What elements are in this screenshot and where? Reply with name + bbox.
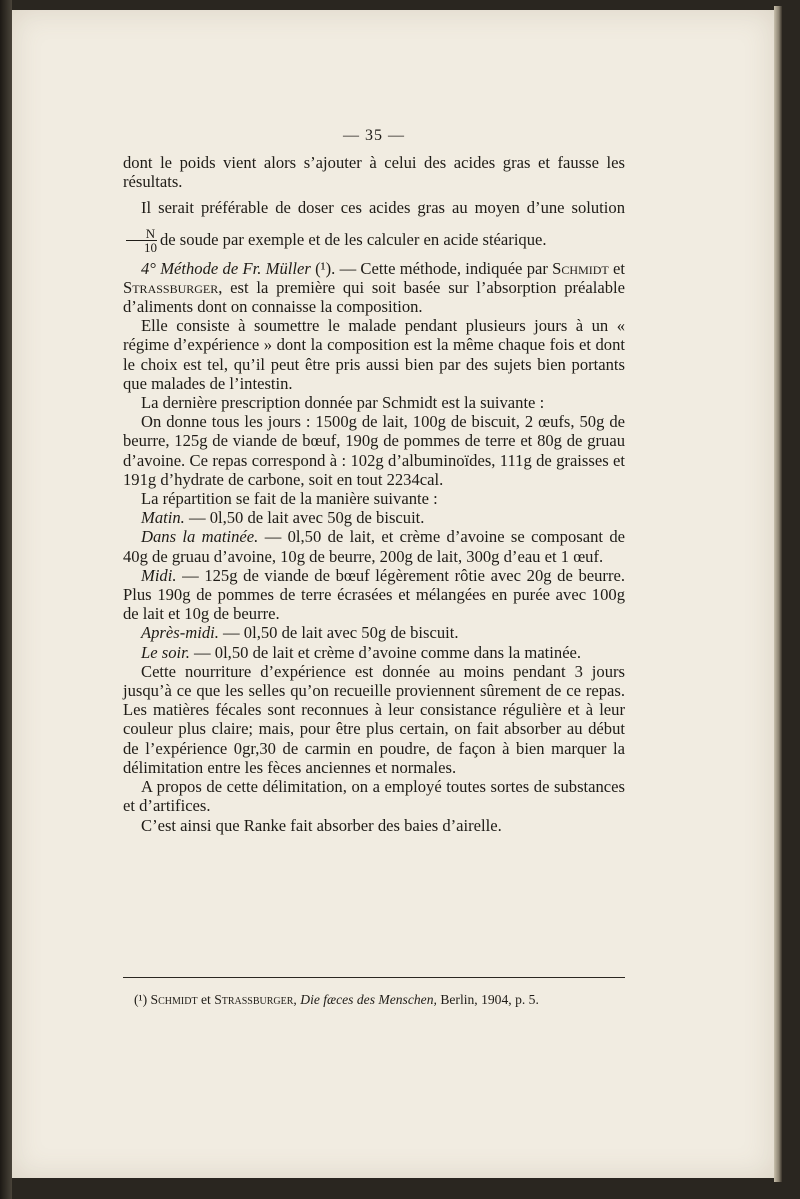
meal-apres-midi	[123, 623, 625, 642]
meal-apres-text: — 0l,50 de lait avec 50g de biscuit.	[223, 623, 459, 643]
meal-midi-text: — 125g de viande de bœuf légèrement rôtie avec 20g de beurre. Plus 190g de pommes de terre écrasées et mélangées en purée avec 100g de lait et 10g de beurre.	[123, 565, 625, 624]
paragraph-consiste: Elle consiste à soumettre le malade pendant plusieurs jours à un « régime d’expérience » dont la composition est la même chaque fois et dont le choix est tel, qu’il peut être pris aussi bien par des sujets bien portants que malades de l’intestin.	[123, 316, 625, 393]
meal-matinee-label: Dans la matinée.	[141, 527, 259, 547]
method-ref: (¹).	[315, 258, 336, 278]
footnote-title: Die fæces des Menschen,	[300, 992, 437, 1007]
footnote-marker: (¹)	[134, 992, 148, 1007]
paragraph-intro: dont le poids vient alors s’ajouter à celui des acides gras et fausse les résultats.	[123, 153, 625, 192]
paragraph-propos: A propos de cette délimitation, on a employé toutes sortes de substances et d’artifices.	[123, 777, 625, 816]
page-edge	[774, 6, 782, 1182]
paragraph-serait	[123, 192, 625, 256]
footnote-rule	[123, 977, 625, 978]
binding-edge	[0, 0, 12, 1199]
fraction-n-10	[126, 227, 157, 254]
paragraph-nourriture: Cette nourriture d’expérience est donnée au moins pendant 3 jours jusqu’à ce que les selles qu’on recueille proviennent sûrement de ce repas. Les matières fécales sont reconnues à leur consistance régulière et à leur couleur plus claire; mais, pour être plus certain, on fait absorber au début de l’expérience 0gr,30 de carmin en poudre, de façon à bien marquer la délimitation entre les fèces anciennes et normales.	[123, 661, 625, 777]
paragraph-repartition: La répartition se fait de la manière suivante :	[141, 489, 438, 509]
meal-soir	[123, 643, 625, 662]
meal-soir-label: Le soir.	[141, 642, 190, 662]
paragraph-donne: On donne tous les jours : 1500g de lait, 100g de biscuit, 2 œufs, 50g de beurre, 125g de viande de bœuf, 190g de pommes de terre et 80g de gruau d’avoine. Ce repas correspond à : 102g d’albuminoïdes, 111g de graisses et 191g d’hydrate de carbone, soit en tout 2234cal.	[123, 412, 625, 489]
page-number: — 35 —	[343, 127, 405, 144]
footnote-et: et	[200, 992, 211, 1007]
footnote-author-a: Schmidt	[150, 992, 198, 1007]
fraction-denominator: 10	[144, 240, 157, 256]
author-schmidt: Schmidt	[552, 258, 609, 278]
footnote	[134, 991, 624, 1008]
meal-matin-label: Matin.	[141, 508, 185, 528]
page-body	[123, 126, 625, 835]
fraction-numerator: N	[126, 227, 157, 241]
meal-soir-text: — 0l,50 de lait et crème d’avoine comme dans la matinée.	[194, 642, 582, 662]
paragraph-method	[123, 259, 625, 317]
footnote-author-b: Strassburger,	[214, 992, 297, 1007]
meal-matinee	[123, 527, 625, 565]
author-strassburger: Strassburger	[123, 277, 219, 297]
meal-midi-label: Midi.	[141, 565, 177, 585]
footnote-rest: Berlin, 1904, p. 5.	[440, 992, 539, 1007]
method-body-b: , est la première qui soit basée sur l’absorption préalable d’aliments dont on connaisse la composition.	[123, 277, 625, 317]
method-title: 4° Méthode de Fr. Müller	[141, 258, 311, 278]
meal-matin-text: — 0l,50 de lait avec 50g de biscuit.	[188, 508, 425, 528]
meal-midi	[123, 566, 625, 624]
paragraph-derniere: La dernière prescription donnée par Schmidt est la suivante :	[141, 393, 545, 413]
serait-text-a: Il serait préférable de doser ces acides gras au moyen d’une solution	[141, 197, 625, 217]
meal-apres-label: Après-midi.	[141, 623, 219, 643]
meal-matin	[123, 508, 625, 527]
paragraph-ranke: C’est ainsi que Ranke fait absorber des baies d’airelle.	[141, 815, 502, 835]
method-body-a: — Cette méthode, indiquée par	[339, 258, 548, 278]
meal-matinee-text: — 0l,50 de lait, et crème d’avoine se composant de 40g de gruau d’avoine, 10g de beurre, 200g de lait, 300g d’eau et 1 œuf.	[123, 527, 626, 566]
method-et: et	[613, 258, 625, 278]
serait-text-b: de soude par exemple et de les calculer en acide stéarique.	[160, 229, 547, 249]
